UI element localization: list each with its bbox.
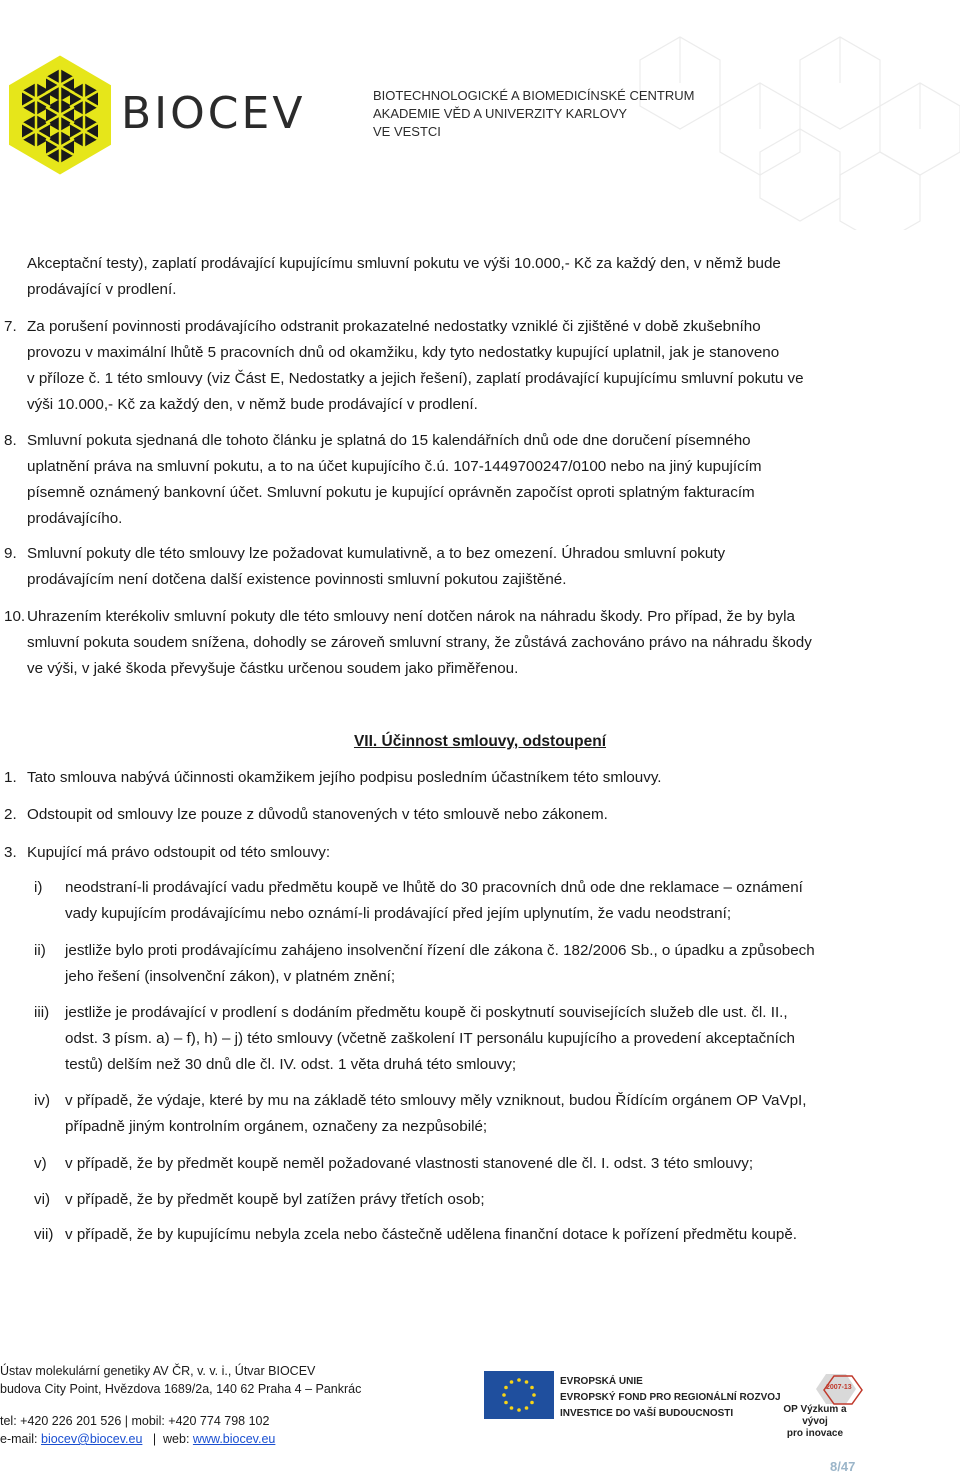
web-link[interactable]: www.biocev.eu [192, 1432, 276, 1446]
text-line: ve výši, v jaké škoda převyšuje částku určenou soudem jako přiměřenou. [27, 660, 519, 677]
op-program-name [770, 1404, 860, 1440]
sub-item-number: iii) [34, 1004, 50, 1021]
eu-star [530, 1401, 534, 1405]
text-line: smluvní pokuta soudem snížena, dohodly se zároveň smluvní strany, že zůstává zachováno právo na náhradu škody [27, 634, 812, 651]
text-line: Akceptační testy), zaplatí prodávající kupujícímu smluvní pokutu ve výši 10.000,- Kč za každý den, v němž bude [27, 255, 781, 272]
eu-star [517, 1378, 521, 1382]
eu-line: EVROPSKÝ FOND PRO REGIONÁLNÍ ROZVOJ [560, 1392, 781, 1403]
text-line: neodstraní-li prodávající vadu předmětu koupě ve lhůtě do 30 pracovních dnů ode dne reklamace – oznámení [65, 879, 803, 896]
sub-item-number: ii) [34, 942, 46, 959]
page-number: 8/47 [830, 1459, 856, 1474]
text-line: odst. 3 písm. a) – f), h) – j) této smlouvy (včetně zaškolení IT personálu kupujícího a provedení akceptačních [65, 1030, 795, 1047]
sub-item-number: vi) [34, 1191, 51, 1208]
institution-line: AKADEMIE VĚD A UNIVERZITY KARLOVY [373, 106, 628, 121]
text-line: testů) delším než 30 dnů dle čl. IV. odst. 1 věta druhá této smlouvy; [65, 1056, 517, 1073]
eu-star [504, 1386, 508, 1390]
text-line: jeho řešení (insolvenční zákon), v platném znění; [65, 968, 396, 985]
eu-star [510, 1406, 514, 1410]
item-text: Odstoupit od smlouvy lze pouze z důvodů stanovených v této smlouvě nebo zákonem. [27, 806, 608, 823]
footer-address: budova City Point, Hvězdova 1689/2a, 140 62 Praha 4 – Pankrác [0, 1382, 362, 1396]
footer-phone: tel: +420 226 201 526 | mobil: +420 774 798 102 [0, 1414, 270, 1428]
eu-star [504, 1401, 508, 1405]
text-line: vady kupujícím prodávajícímu nebo oznámí-li prodávající před jejím uplynutím, že vadu neodstraní; [65, 905, 732, 922]
text-line: uplatnění práva na smluvní pokutu, a to na účet kupujícího č.ú. 107-1449700247/0100 nebo na jiný kupujícím [27, 458, 762, 475]
footer-institution: Ústav molekulární genetiky AV ČR, v. v. i., Útvar BIOCEV [0, 1364, 316, 1378]
text-line: provozu v maximální lhůtě 5 pracovních dnů od okamžiku, kdy tyto nedostatky kupující uplatnil, jak je stanoveno [27, 344, 780, 361]
eu-star [532, 1393, 536, 1397]
sub-item-number: vii) [34, 1226, 54, 1243]
eu-star [530, 1386, 534, 1390]
text-line: v případě, že by předmět koupě neměl požadované vlastnosti stanovené dle čl. I. odst. 3 této smlouvy; [65, 1155, 754, 1172]
text-line: v příloze č. 1 této smlouvy (viz Část E, Nedostatky a jejich řešení), zaplatí prodávající kupujícímu smluvní pokutu ve [27, 370, 804, 387]
text-line: v případě, že by předmět koupě byl zatížen právy třetích osob; [65, 1191, 485, 1208]
paragraph-number: 10. [4, 608, 26, 625]
sub-item-number: iv) [34, 1092, 51, 1109]
paragraph-number: 9. [4, 545, 17, 562]
text-line: prodávajícího. [27, 510, 123, 527]
item-text: Kupující má právo odstoupit od této smlouvy: [27, 844, 331, 861]
text-line: Smluvní pokuta sjednaná dle tohoto článku je splatná do 15 kalendářních dnů ode dne doručení písemného [27, 432, 751, 449]
section-heading: VII. Účinnost smlouvy, odstoupení [353, 733, 607, 750]
text-line: případně jiným kontrolním orgánem, označeny za nezpůsobilé; [65, 1118, 488, 1135]
sub-item-number: v) [34, 1155, 47, 1172]
web-label: | web: [145, 1432, 190, 1446]
op-years: 2007-13 [826, 1384, 852, 1391]
eu-star [525, 1380, 529, 1384]
item-number: 1. [4, 769, 17, 786]
biocev-logo-icon [0, 55, 120, 175]
eu-star [517, 1408, 521, 1412]
text-line: Uhrazením kterékoliv smluvní pokuty dle této smlouvy není dotčen nárok na náhradu škody. Pro případ, že by byla [27, 608, 795, 625]
institution-line: BIOTECHNOLOGICKÉ A BIOMEDICÍNSKÉ CENTRUM [373, 88, 695, 103]
institution-line: VE VESTCI [373, 124, 441, 139]
item-number: 2. [4, 806, 17, 823]
email-link[interactable]: biocev@biocev.eu [41, 1432, 143, 1446]
text-line: Za porušení povinnosti prodávajícího odstranit prokazatelné nedostatky vzniklé či zjištěné v době zkušebního [27, 318, 761, 335]
item-text: Tato smlouva nabývá účinnosti okamžikem jejího podpisu posledním účastníkem této smlouvy. [27, 769, 662, 786]
text-line: jestliže je prodávající v prodlení s dodáním předmětu koupě či poskytnutí souvisejících služeb dle ust. čl. II., [65, 1004, 788, 1021]
eu-star [525, 1406, 529, 1410]
institution-name [373, 87, 694, 141]
text-line: prodávajícím není dotčena další existence povinnosti smluvní pokutou zajištěné. [27, 571, 567, 588]
text-line: v případě, že by kupujícímu nebyla zcela nebo částečně udělena finanční dotace k pořízení předmětu koupě. [65, 1226, 797, 1243]
text-line: jestliže bylo proti prodávajícímu zahájeno insolvenční řízení dle zákona č. 182/2006 Sb., o úpadku a způsobech [65, 942, 815, 959]
text-line: výši 10.000,- Kč za každý den, v němž bude prodávající v prodlení. [27, 396, 478, 413]
footer-contacts [0, 1431, 275, 1447]
text-line: v případě, že výdaje, které by mu na základě této smlouvy měly vzniknout, budou Řídícím orgánem OP VaVpI, [65, 1092, 807, 1109]
logo-wordmark: BIOCEV [121, 88, 306, 139]
sub-item-number: i) [34, 879, 43, 896]
paragraph-number: 8. [4, 432, 17, 449]
text-line: Smluvní pokuty dle této smlouvy lze požadovat kumulativně, a to bez omezení. Úhradou smluvní pokuty [27, 545, 726, 562]
eu-line: EVROPSKÁ UNIE [560, 1376, 643, 1387]
text-line: písemně oznámený bankovní účet. Smluvní pokutu je kupující oprávněn započíst oproti splatným fakturacím [27, 484, 755, 501]
op-line: OP Výzkum a vývoj [783, 1404, 847, 1427]
continuation-paragraph [27, 251, 859, 303]
email-label: e-mail: [0, 1432, 38, 1446]
eu-line: INVESTICE DO VAŠÍ BUDOUCNOSTI [560, 1408, 734, 1419]
eu-star [510, 1380, 514, 1384]
eu-fund-text [560, 1374, 781, 1422]
paragraph-number: 7. [4, 318, 17, 335]
biocev-logo [0, 55, 120, 180]
eu-star [502, 1393, 506, 1397]
text-line: prodávající v prodlení. [27, 281, 177, 298]
op-line: pro inovace [786, 1428, 844, 1439]
item-number: 3. [4, 844, 17, 861]
eu-flag-icon [484, 1371, 554, 1419]
